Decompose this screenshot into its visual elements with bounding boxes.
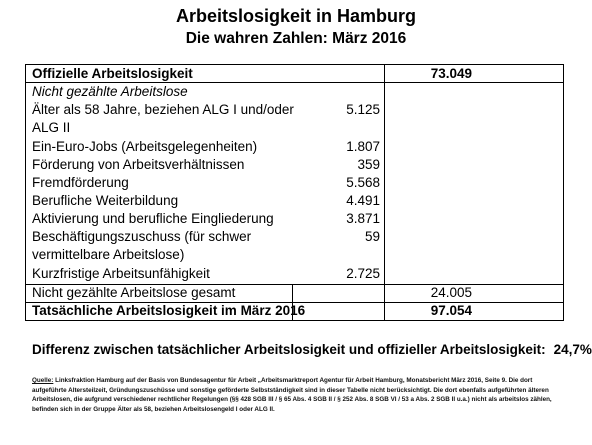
actual-total-value: 97.054 xyxy=(430,303,472,318)
row-value: 359 xyxy=(357,157,380,172)
row-label: Ein-Euro-Jobs (Arbeitsgelegenheiten) xyxy=(32,139,258,154)
row-label: ALG II xyxy=(32,120,71,135)
row-label: Aktivierung und berufliche Eingliederung xyxy=(32,211,274,226)
official-value: 73.049 xyxy=(430,66,472,81)
row-label: Fremdförderung xyxy=(32,175,129,190)
row-value: 3.871 xyxy=(346,211,380,226)
row-value: 59 xyxy=(364,229,380,244)
row-value: 2.725 xyxy=(346,266,380,281)
source-note xyxy=(32,376,562,414)
difference-line xyxy=(32,342,592,357)
hidden-total-label: Nicht gezählte Arbeitslose gesamt xyxy=(32,285,236,300)
page-subtitle: Die wahren Zahlen: März 2016 xyxy=(185,30,407,47)
difference-value: 24,7% xyxy=(553,342,592,357)
official-label: Offizielle Arbeitslosigkeit xyxy=(32,66,193,81)
source-text: Linksfraktion Hamburg auf der Basis von Bundesagentur für Arbeit „Arbeitsmarktreport Agentur für Arbeit Hamburg, Monatsbericht März 2016, Seite 9. Die dort aufgeführte Altersteilzeit, Gründungszuschüsse und sonstige geförderte Selbstständigkeit sind in dieser Tabelle nicht berücksichtigt. Die dort ebenfalls aufgeführten älteren Arbeitslosen, die aufgrund verschiedener rechtlicher Regelungen (§§ 428 SGB III / § 65 Abs. 4 SGB II / § 252 Abs. 8 SGB VI / 53 a Abs. 2 SGB II u.a.) nicht als arbeitslos zählen, befinden sich in der Gruppe Älter als 58, beziehen Arbeitslosengeld I oder ALG II. xyxy=(32,377,552,413)
row-label: Berufliche Weiterbildung xyxy=(32,193,179,208)
difference-label: Differenz zwischen tatsächlicher Arbeitslosigkeit und offizieller Arbeitslosigkeit: xyxy=(32,342,546,357)
source-prefix: Quelle: xyxy=(32,377,54,384)
row-label: Förderung von Arbeitsverhältnissen xyxy=(32,157,245,172)
actual-total-label: Tatsächliche Arbeitslosigkeit im März 2016 xyxy=(32,303,306,318)
hidden-header: Nicht gezählte Arbeitslose xyxy=(32,84,188,99)
row-label: Älter als 58 Jahre, beziehen ALG I und/oder xyxy=(32,102,294,117)
row-label: Kurzfristige Arbeitsunfähigkeit xyxy=(32,266,210,281)
table-divider xyxy=(384,65,385,320)
row-value: 4.491 xyxy=(346,193,380,208)
page-title: Arbeitslosigkeit in Hamburg xyxy=(175,6,417,26)
hidden-total-value: 24.005 xyxy=(430,285,472,300)
row-label: Beschäftigungszuschuss (für schwer xyxy=(32,229,252,244)
statistics-table xyxy=(25,64,564,321)
row-value: 5.125 xyxy=(346,102,380,117)
row-value: 1.807 xyxy=(346,139,380,154)
row-value: 5.568 xyxy=(346,175,380,190)
row-label: vermittelbare Arbeitslose) xyxy=(32,247,185,262)
